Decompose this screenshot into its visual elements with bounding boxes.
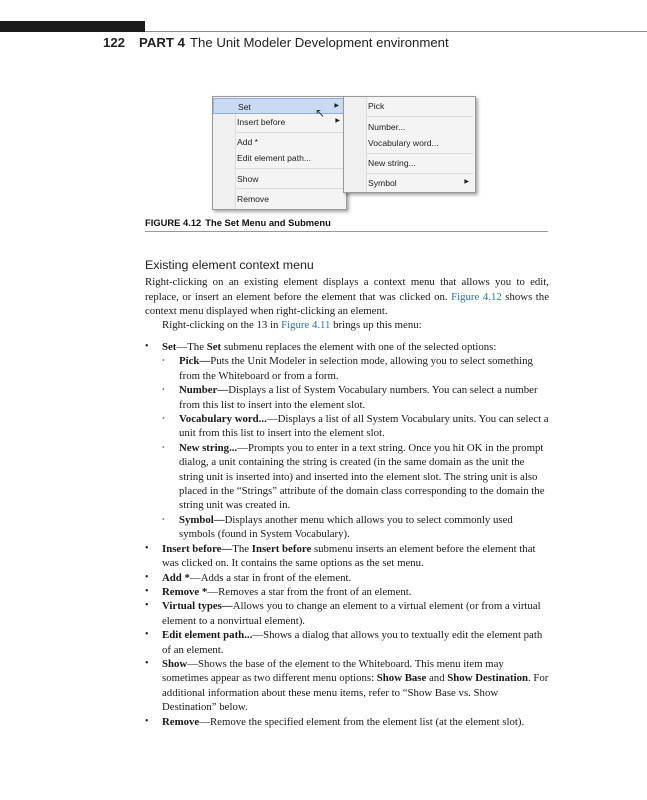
submenu-arrow-icon: ▶ [464, 179, 469, 185]
list-item-vocabulary-word: • Vocabulary word...—Displays a list of all System Vocabulary units. You can select a unit from this list to insert into the element slot. [162, 412, 550, 441]
list-item-set: • Set—The Set submenu replaces the element with one of the selected options: • Pick—Puts the Unit Modeler in selection mode, allowing you to select something from the Whiteboard or from a form. • Number—Displays a list of System Vocabulary numbers. You can select a number from this list to insert into the element slot. • Vocabulary word...—Displays a list of all System Vocabulary units. You can select a unit from this list to insert into the element slot. • New string...—Prompts you to enter in a text string. Once you hit OK in the prompt dialog, a unit containing the string is created (in the same domain as the unit the string unit is inserted into) and inserted into the element slot. The string unit is also placed in the “Strings” attribute of the domain class corresponding to the domain the string unit was created in. • Symbol—Displays another menu which allows you to select commonly used symbols (found in System Vocabulary). [145, 340, 550, 542]
part-title: The Unit Modeler Development environment [189, 35, 449, 50]
menu-item-insert-before[interactable]: Insert before ▶ [237, 117, 340, 127]
figure-4-11-link[interactable]: Figure 4.11 [281, 319, 331, 331]
set-options-sublist [162, 354, 550, 541]
header-bar [0, 21, 145, 32]
menu-item-show[interactable]: Show [237, 174, 259, 184]
running-header [103, 35, 449, 50]
header-rule [145, 31, 647, 32]
caption-rule [145, 231, 548, 232]
menu-item-edit-element-path[interactable]: Edit element path... [237, 153, 312, 163]
submenu-item-symbol[interactable]: Symbol ▶ [368, 178, 469, 188]
list-item-pick: • Pick—Puts the Unit Modeler in selection mode, allowing you to select something from the Whiteboard or from a form. [162, 354, 550, 383]
part-label: PART 4 [139, 35, 185, 50]
menu-item-set[interactable]: Set ▶ [213, 98, 346, 114]
menu-item-remove[interactable]: Remove [237, 194, 269, 204]
menu-item-add-star[interactable]: Add * [237, 137, 259, 147]
list-item-insert-before: • Insert before—The Insert before submenu inserts an element before the element that was clicked on. It contains the same options as the set menu. [145, 542, 550, 571]
list-item-edit-element-path: • Edit element path...—Shows a dialog that allows you to textually edit the element path of an element. [145, 628, 550, 657]
submenu-arrow-icon: ▶ [335, 118, 340, 124]
list-item-number: • Number—Displays a list of System Vocabulary numbers. You can select a number from this list to insert into the element slot. [162, 383, 550, 412]
submenu-item-new-string[interactable]: New string... [368, 158, 416, 168]
list-item-show: • Show—Shows the base of the element to the Whiteboard. This menu item may sometimes appear as two different menu options: Show Base and Show Destination. For additional information about these menu items, refer to “Show Base vs. Show Destination” below. [145, 657, 550, 715]
paragraph-intro: Right-clicking on an existing element displays a context menu that allows you to edit, replace, or insert an element before the element that was clicked on. Figure 4.12 shows the context menu displayed when right-clicking an element. [145, 276, 549, 318]
submenu-arrow-icon: ▶ [334, 103, 339, 109]
figure-label: FIGURE 4.12 [145, 217, 202, 228]
paragraph-right-click: Right-clicking on the 13 in Figure 4.11 brings up this menu: [162, 319, 422, 331]
list-item-virtual-types: • Virtual types—Allows you to change an element to a virtual element (or from a virtual element to a nonvirtual element). [145, 599, 550, 628]
section-heading: Existing element context menu [145, 258, 314, 272]
context-menu [212, 96, 347, 210]
list-item-remove: • Remove—Remove the specified element from the element list (at the element slot). [145, 715, 550, 729]
submenu-item-number[interactable]: Number... [368, 122, 406, 132]
mouse-cursor-icon: ↖ [315, 106, 326, 120]
list-item-remove-star: • Remove *—Removes a star from the front of an element. [145, 585, 550, 599]
figure-4-12-link[interactable]: Figure 4.12 [451, 290, 502, 303]
figure-title: The Set Menu and Submenu [205, 217, 331, 228]
set-submenu [343, 96, 476, 193]
menu-options-list [145, 340, 550, 729]
page-number: 122 [103, 35, 126, 50]
submenu-item-vocabulary-word[interactable]: Vocabulary word... [368, 138, 439, 148]
submenu-item-pick[interactable]: Pick [368, 101, 385, 111]
list-item-add-star: • Add *—Adds a star in front of the element. [145, 571, 550, 585]
list-item-symbol: • Symbol—Displays another menu which allows you to select commonly used symbols (found in System Vocabulary). [162, 513, 550, 542]
list-item-new-string: • New string...—Prompts you to enter in a text string. Once you hit OK in the prompt dialog, a unit containing the string is created (in the same domain as the unit the string unit is inserted into) and inserted into the element slot. The string unit is also placed in the “Strings” attribute of the domain class corresponding to the domain the string unit was created in. [162, 441, 550, 513]
figure-caption [145, 217, 331, 228]
